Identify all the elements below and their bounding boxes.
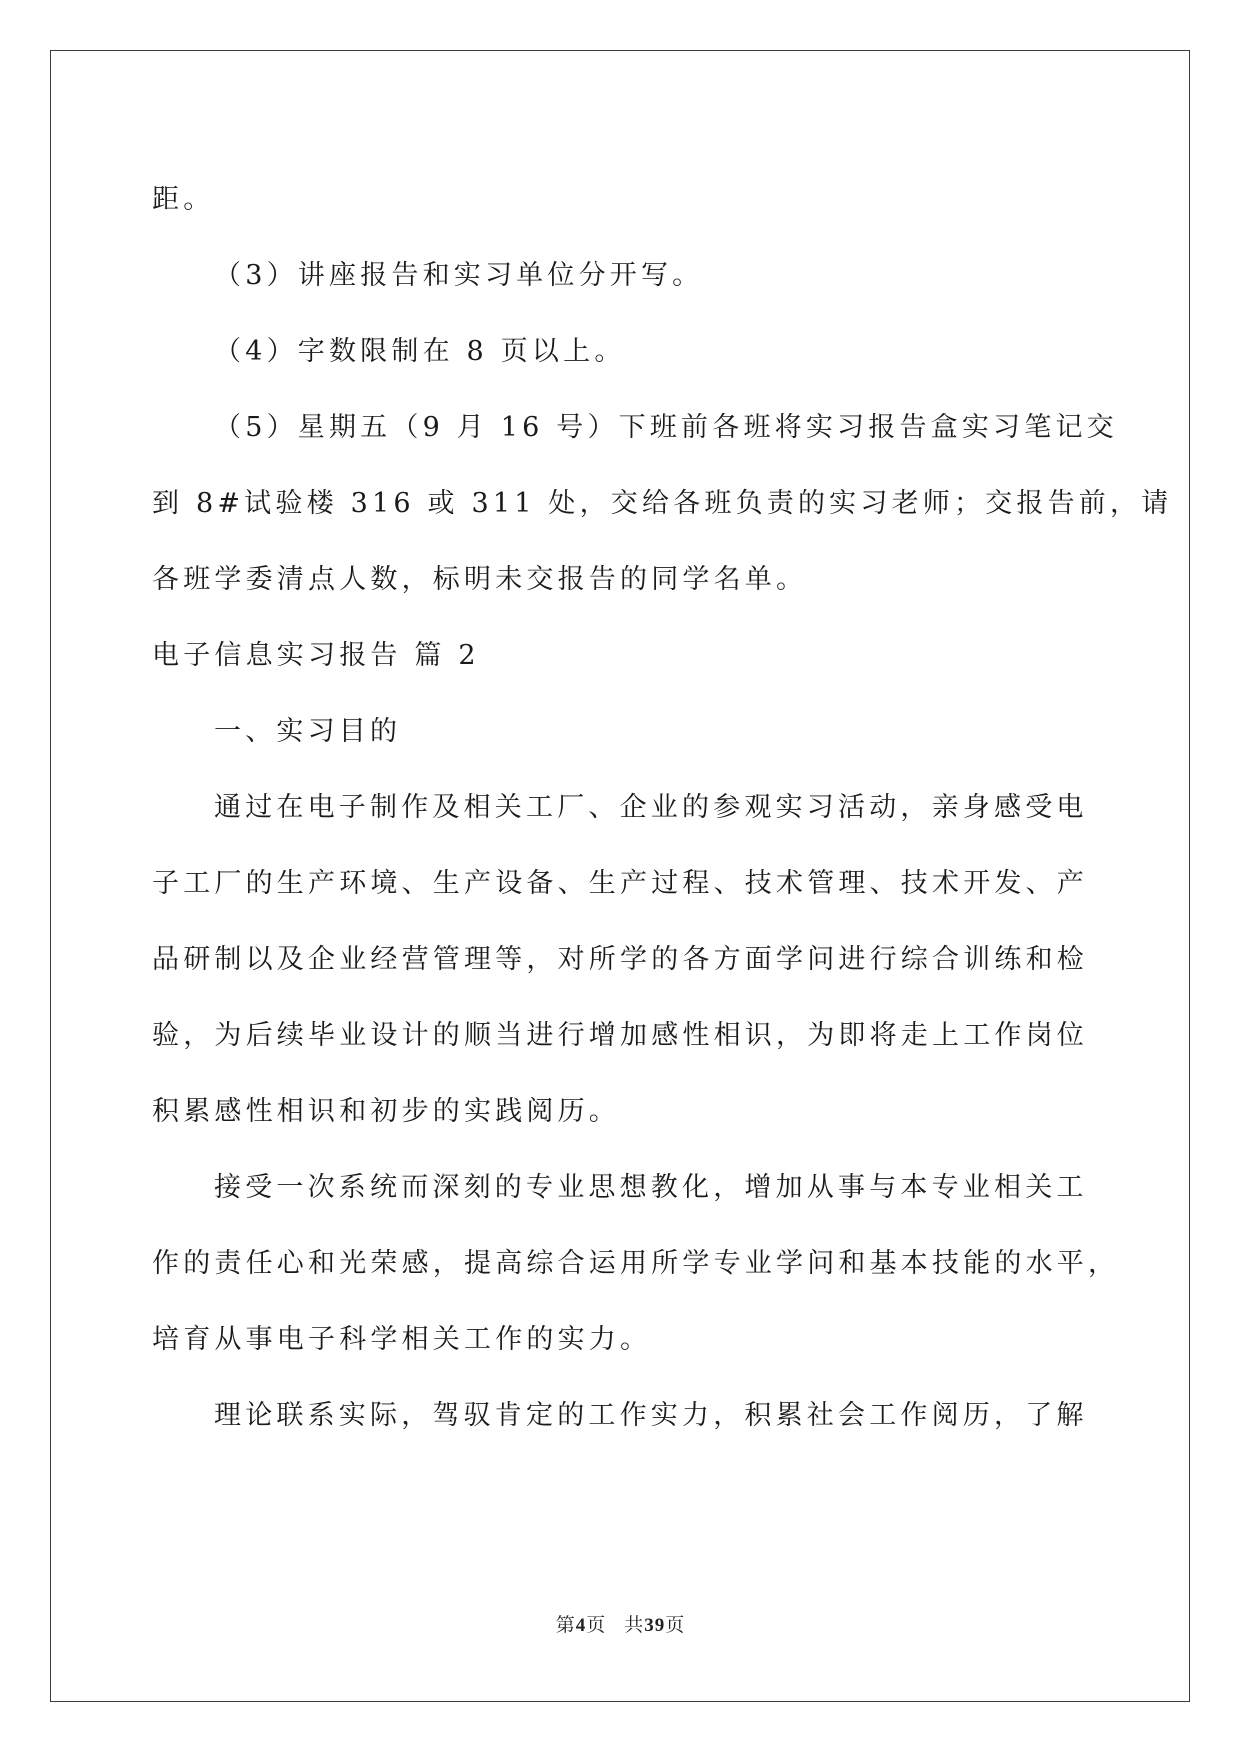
- footer-prefix: 第: [555, 1614, 576, 1636]
- list-item: （4）字数限制在 8 页以上。: [214, 336, 626, 367]
- paragraph-line: 培育从事电子科学相关工作的实力。: [152, 1324, 652, 1355]
- paragraph-line: 距。: [152, 184, 215, 215]
- paragraph-line: 作的责任心和光荣感，提高综合运用所学专业学问和基本技能的水平，: [152, 1248, 1120, 1279]
- paragraph-line: 品研制以及企业经营管理等，对所学的各方面学问进行综合训练和检: [152, 944, 1088, 975]
- paragraph-line: 理论联系实际，驾驭肯定的工作实力，积累社会工作阅历，了解: [214, 1400, 1088, 1431]
- paragraph-line: 到 8#试验楼 316 或 311 处，交给各班负责的实习老师；交报告前，请: [152, 488, 1173, 519]
- subsection-heading: 一、实习目的: [214, 716, 402, 747]
- paragraph-line: 积累感性相识和初步的实践阅历。: [152, 1096, 620, 1127]
- footer-page-unit: 页: [586, 1614, 607, 1636]
- footer-total-prefix: 共: [624, 1614, 645, 1636]
- paragraph-line: 子工厂的生产环境、生产设备、生产过程、技术管理、技术开发、产: [152, 868, 1088, 899]
- total-pages-number: 39: [644, 1615, 666, 1636]
- list-item: （3）讲座报告和实习单位分开写。: [214, 260, 704, 291]
- document-body: [152, 162, 1173, 1454]
- paragraph-line: 验，为后续毕业设计的顺当进行增加感性相识，为即将走上工作岗位: [152, 1020, 1088, 1051]
- current-page-number: 4: [575, 1615, 587, 1636]
- page-footer: [0, 1610, 1241, 1637]
- paragraph-line: 各班学委清点人数，标明未交报告的同学名单。: [152, 564, 808, 595]
- paragraph-line: 接受一次系统而深刻的专业思想教化，增加从事与本专业相关工: [214, 1172, 1088, 1203]
- list-item: （5）星期五（9 月 16 号）下班前各班将实习报告盒实习笔记交: [214, 412, 1118, 443]
- paragraph-line: 通过在电子制作及相关工厂、企业的参观实习活动，亲身感受电: [214, 792, 1088, 823]
- section-heading: 电子信息实习报告 篇 2: [152, 640, 480, 671]
- footer-total-unit: 页: [665, 1614, 686, 1636]
